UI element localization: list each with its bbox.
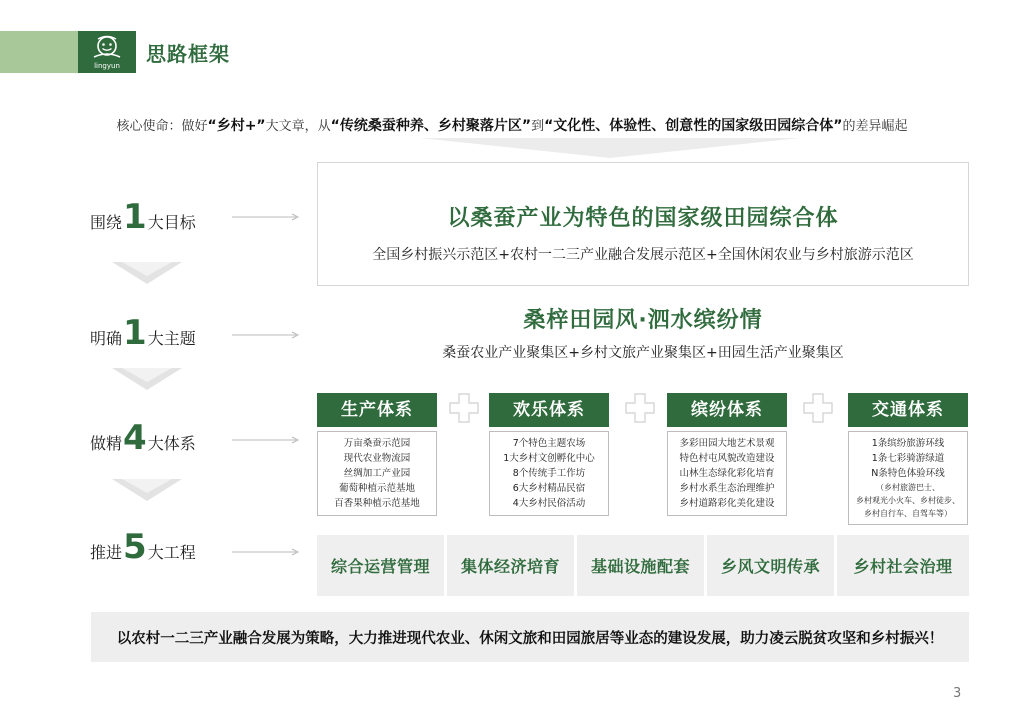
system-item: 特色村屯风貌改造建设 <box>679 453 775 464</box>
level-systems-label <box>90 418 196 458</box>
mission-mid-2: 到 <box>531 119 545 134</box>
level-post: 大主题 <box>147 329 196 348</box>
system-title: 缤纷体系 <box>667 393 787 427</box>
system-item: 山林生态绿化彩化培育 <box>679 468 775 479</box>
system-item: 葡萄种植示范基地 <box>338 483 415 494</box>
system-item: 7个特色主题农场 <box>512 438 586 449</box>
system-title: 欢乐体系 <box>489 393 609 427</box>
project-tile: 集体经济培育 <box>447 535 574 596</box>
level-pre: 围绕 <box>90 213 123 232</box>
system-note: （乡村旅游巴士、 <box>876 483 940 492</box>
level-number: 1 <box>123 313 147 353</box>
down-chevron-icon <box>112 368 182 390</box>
plus-icon <box>803 393 833 423</box>
system-items <box>667 431 787 516</box>
level-pre: 做精 <box>90 434 123 453</box>
level-theme-label <box>90 313 196 353</box>
system-card-colorful <box>667 393 787 516</box>
plus-icon <box>625 393 655 423</box>
level-number: 4 <box>123 418 147 458</box>
level-pre: 推进 <box>90 543 123 562</box>
strategy-banner: 以农村一二三产业融合发展为策略，大力推进现代农业、休闲文旅和田园旅居等业态的建设发展，助力凌云脱贫攻坚和乡村振兴！ <box>91 612 969 662</box>
project-tile: 基础设施配套 <box>577 535 704 596</box>
level-projects-label <box>90 527 196 567</box>
system-item: 乡村道路彩化美化建设 <box>679 498 775 509</box>
system-item: 1大乡村文创孵化中心 <box>503 453 595 464</box>
mission-quote-3: “文化性、体验性、创意性的国家级田园综合体” <box>544 118 843 134</box>
project-tile: 乡村社会治理 <box>837 535 969 596</box>
system-item: N条特色体验环线 <box>871 468 945 479</box>
system-item: 4大乡村民俗活动 <box>512 498 586 509</box>
level-post: 大体系 <box>147 434 196 453</box>
system-title: 交通体系 <box>848 393 968 427</box>
page-title: 思路框架 <box>146 42 230 66</box>
system-item: 百香果种植示范基地 <box>334 498 420 509</box>
system-card-transport <box>848 393 968 525</box>
system-item: 1条七彩骑游绿道 <box>871 453 945 464</box>
down-chevron-icon <box>112 262 182 284</box>
mission-funnel-triangle <box>420 138 800 158</box>
goal-title: 以桑蚕产业为特色的国家级田园综合体 <box>447 206 839 231</box>
level-post: 大工程 <box>147 543 196 562</box>
system-items <box>489 431 609 516</box>
project-tile: 乡风文明传承 <box>707 535 834 596</box>
theme-title: 桑梓田园风·泗水缤纷情 <box>523 308 763 333</box>
company-logo <box>78 31 136 73</box>
theme-subtitle: 桑蚕农业产业聚集区+乡村文旅产业聚集区+田园生活产业聚集区 <box>442 345 844 361</box>
system-item: 万亩桑蚕示范园 <box>343 438 411 449</box>
mission-mid-1: 大文章，从 <box>265 119 331 134</box>
system-items <box>317 431 437 516</box>
page-number: 3 <box>953 686 962 701</box>
system-item: 现代农业物流园 <box>343 453 411 464</box>
right-arrow-icon <box>232 436 302 444</box>
plus-icon <box>449 393 479 423</box>
right-arrow-icon <box>232 213 302 221</box>
system-title: 生产体系 <box>317 393 437 427</box>
logo-mascot-icon <box>90 35 124 61</box>
system-item: 8个传统手工作坊 <box>512 468 586 479</box>
project-tile: 综合运营管理 <box>317 535 444 596</box>
mission-suffix: 的差异崛起 <box>842 119 908 134</box>
level-pre: 明确 <box>90 329 123 348</box>
header-accent-bar <box>0 31 78 73</box>
system-item: 6大乡村精品民宿 <box>512 483 586 494</box>
system-note: 乡村观光小火车、乡村徒步、 <box>856 496 960 505</box>
system-item: 丝绸加工产业园 <box>343 468 411 479</box>
system-item: 乡村水系生态治理维护 <box>679 483 775 494</box>
system-item: 多彩田园大地艺术景观 <box>679 438 775 449</box>
system-item: 1条缤纷旅游环线 <box>871 438 945 449</box>
goal-panel <box>317 162 969 286</box>
goal-subtitle: 全国乡村振兴示范区+农村一二三产业融合发展示范区+全国休闲农业与乡村旅游示范区 <box>372 247 914 263</box>
right-arrow-icon <box>232 548 302 556</box>
level-post: 大目标 <box>147 213 196 232</box>
system-items <box>848 431 968 525</box>
mission-quote-1: “乡村+” <box>207 118 266 134</box>
level-goal-label <box>90 197 196 237</box>
level-number: 5 <box>123 527 147 567</box>
level-number: 1 <box>123 197 147 237</box>
mission-prefix: 核心使命：做好 <box>116 119 208 134</box>
system-card-production <box>317 393 437 516</box>
right-arrow-icon <box>232 331 302 339</box>
system-note: 乡村自行车、自驾车等） <box>864 509 952 518</box>
down-chevron-icon <box>112 479 182 501</box>
mission-quote-2: “传统桑蚕种养、乡村聚落片区” <box>330 118 532 134</box>
logo-text: lingyun <box>94 61 120 70</box>
core-mission <box>0 115 1024 135</box>
system-card-fun <box>489 393 609 516</box>
